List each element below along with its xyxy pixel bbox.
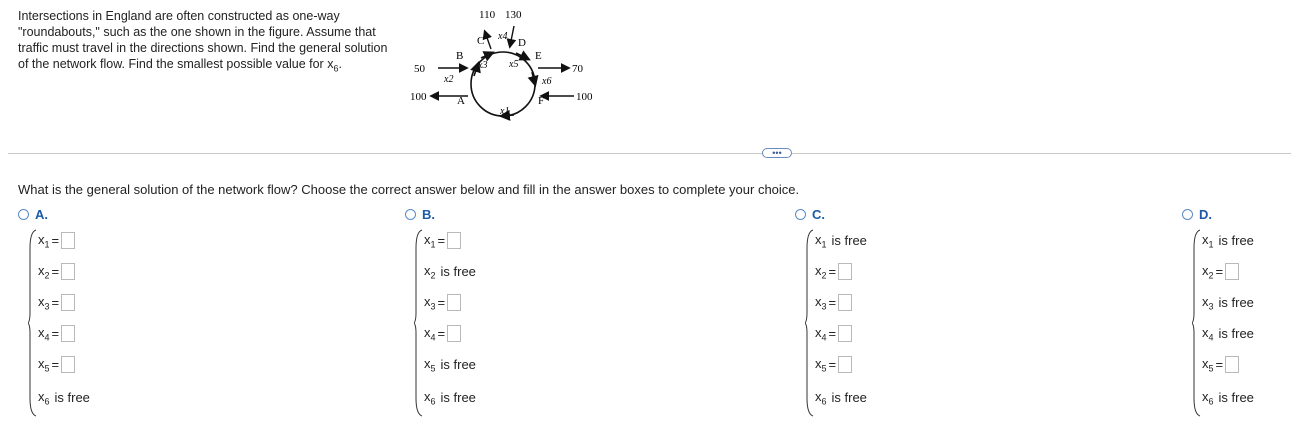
equals-sign: = xyxy=(51,326,60,342)
equals-sign: = xyxy=(828,326,837,342)
equation-row xyxy=(1202,356,1239,374)
left-brace xyxy=(414,228,424,418)
answer-box[interactable] xyxy=(61,232,75,249)
variable-label: $x_2$ xyxy=(815,263,827,281)
variable-label: $x_3$ xyxy=(424,294,436,312)
answer-box[interactable] xyxy=(61,263,75,280)
variable-label: $x_3$ xyxy=(815,294,827,312)
equation-row xyxy=(38,232,75,250)
answer-box[interactable] xyxy=(1225,263,1239,280)
variable-label: $x_2$ xyxy=(1202,263,1214,281)
free-label: is free xyxy=(1218,326,1254,342)
equation-row xyxy=(815,232,867,250)
free-label: is free xyxy=(1218,390,1254,406)
edge-x4: x4 xyxy=(498,31,508,42)
answer-box[interactable] xyxy=(447,294,461,311)
variable-label: $x_1$ xyxy=(1202,232,1214,250)
choice-c[interactable] xyxy=(795,207,825,222)
edge-x1: x1 xyxy=(500,106,510,117)
variable-label: $x_2$ xyxy=(38,263,50,281)
roundabout-figure xyxy=(408,4,608,134)
divider xyxy=(8,153,1291,154)
variable-label: $x_1$ xyxy=(38,232,50,250)
label-left-100: 100 xyxy=(410,91,427,103)
arrow-in-130 xyxy=(510,26,514,46)
variable-label: $x_4$ xyxy=(38,325,50,343)
left-brace xyxy=(805,228,815,418)
equation-row xyxy=(815,325,852,343)
label-130: 130 xyxy=(505,9,522,21)
equation-row xyxy=(38,325,75,343)
question-text: What is the general solution of the network flow? Choose the correct answer below and fill in the answer boxes to complete your choice. xyxy=(18,182,800,197)
free-label: is free xyxy=(1218,295,1254,311)
equation-row xyxy=(424,263,476,281)
equals-sign: = xyxy=(51,233,60,249)
equation-row xyxy=(815,294,852,312)
equals-sign: = xyxy=(828,295,837,311)
equation-row xyxy=(1202,325,1254,343)
equation-row xyxy=(815,356,852,374)
variable-label: $x_4$ xyxy=(815,325,827,343)
equals-sign: = xyxy=(437,326,446,342)
more-button[interactable]: ••• xyxy=(762,148,792,158)
variable-label: $x_6$ xyxy=(38,389,50,407)
equals-sign: = xyxy=(51,357,60,373)
equation-row xyxy=(1202,232,1254,250)
variable-label: $x_4$ xyxy=(1202,325,1214,343)
node-F: F xyxy=(538,95,545,107)
edge-x3: x3 xyxy=(478,60,488,71)
free-label: is free xyxy=(440,390,476,406)
radio-d[interactable] xyxy=(1182,209,1193,220)
free-label: is free xyxy=(831,390,867,406)
node-C: C xyxy=(477,35,485,47)
radio-b[interactable] xyxy=(405,209,416,220)
answer-box[interactable] xyxy=(447,232,461,249)
arrow-out-110 xyxy=(485,32,491,49)
variable-label: $x_5$ xyxy=(424,356,436,374)
variable-label: $x_3$ xyxy=(1202,294,1214,312)
choice-d[interactable] xyxy=(1182,207,1212,222)
node-B: B xyxy=(456,50,464,62)
variable-label: $x_6$ xyxy=(1202,389,1214,407)
free-label: is free xyxy=(440,357,476,373)
equation-row xyxy=(1202,294,1254,312)
answer-box[interactable] xyxy=(838,263,852,280)
problem-variable: $x_6$. xyxy=(327,57,342,74)
answer-box[interactable] xyxy=(1225,356,1239,373)
problem-text: Intersections in England are often constructed as one-way "roundabouts," such as the one shown in the figure. Assume that traffic must travel in the directions shown. Find the general solution of the network flow. Find the smallest possible value for xyxy=(18,9,388,71)
edge-x2: x2 xyxy=(444,74,454,85)
choice-b[interactable] xyxy=(405,207,435,222)
equals-sign: = xyxy=(51,264,60,280)
equation-row xyxy=(1202,263,1239,281)
node-E: E xyxy=(535,50,542,62)
equals-sign: = xyxy=(437,233,446,249)
variable-label: $x_6$ xyxy=(815,389,827,407)
equation-row xyxy=(424,356,476,374)
choice-a[interactable] xyxy=(18,207,48,222)
left-brace xyxy=(28,228,38,418)
free-label: is free xyxy=(440,264,476,280)
equation-row xyxy=(815,389,867,407)
equation-row xyxy=(38,356,75,374)
equation-row xyxy=(1202,389,1254,407)
edge-x5: x5 xyxy=(509,59,519,70)
variable-label: $x_6$ xyxy=(424,389,436,407)
equation-row xyxy=(424,294,461,312)
radio-a[interactable] xyxy=(18,209,29,220)
radio-c[interactable] xyxy=(795,209,806,220)
variable-label: $x_3$ xyxy=(38,294,50,312)
left-brace xyxy=(1192,228,1202,418)
edge-x6: x6 xyxy=(542,76,552,87)
label-110: 110 xyxy=(479,9,496,21)
variable-label: $x_1$ xyxy=(424,232,436,250)
free-label: is free xyxy=(1218,233,1254,249)
problem-statement xyxy=(18,8,398,77)
answer-box[interactable] xyxy=(838,294,852,311)
variable-label: $x_5$ xyxy=(38,356,50,374)
choice-a-label: A. xyxy=(35,207,48,222)
equation-row xyxy=(38,294,75,312)
answer-box[interactable] xyxy=(61,356,75,373)
free-label: is free xyxy=(831,233,867,249)
equals-sign: = xyxy=(51,295,60,311)
equals-sign: = xyxy=(437,295,446,311)
label-70: 70 xyxy=(572,63,583,75)
equation-row xyxy=(38,263,75,281)
equation-row xyxy=(424,325,461,343)
answer-box[interactable] xyxy=(838,325,852,342)
equals-sign: = xyxy=(828,264,837,280)
answer-box[interactable] xyxy=(61,325,75,342)
answer-box[interactable] xyxy=(838,356,852,373)
label-50: 50 xyxy=(414,63,425,75)
equation-row xyxy=(424,389,476,407)
variable-label: $x_2$ xyxy=(424,263,436,281)
choice-c-label: C. xyxy=(812,207,825,222)
node-A: A xyxy=(457,95,465,107)
equals-sign: = xyxy=(1215,357,1224,373)
free-label: is free xyxy=(54,390,90,406)
equals-sign: = xyxy=(828,357,837,373)
equation-row xyxy=(424,232,461,250)
variable-label: $x_5$ xyxy=(815,356,827,374)
variable-label: $x_1$ xyxy=(815,232,827,250)
equals-sign: = xyxy=(1215,264,1224,280)
variable-label: $x_4$ xyxy=(424,325,436,343)
answer-box[interactable] xyxy=(61,294,75,311)
variable-label: $x_5$ xyxy=(1202,356,1214,374)
choice-b-label: B. xyxy=(422,207,435,222)
choice-d-label: D. xyxy=(1199,207,1212,222)
equation-row xyxy=(38,389,90,407)
equation-row xyxy=(815,263,852,281)
answer-box[interactable] xyxy=(447,325,461,342)
node-D: D xyxy=(518,37,526,49)
label-right-100: 100 xyxy=(576,91,593,103)
